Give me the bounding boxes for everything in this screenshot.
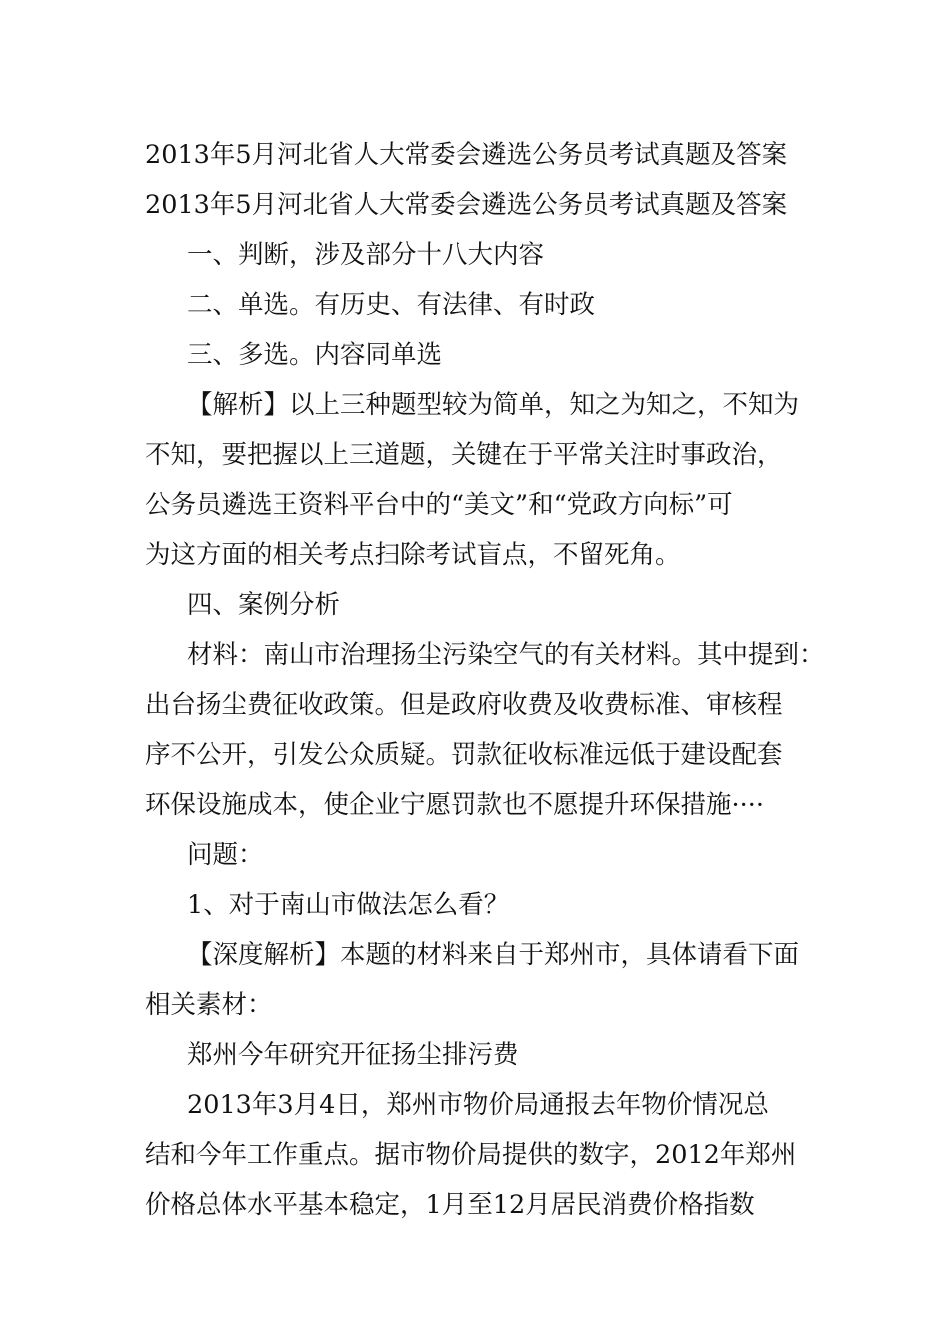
section-case-analysis: 四、案例分析 [187, 590, 341, 620]
question-item: 1、对于南山市做法怎么看？ [187, 890, 510, 920]
document-body [145, 130, 825, 1230]
analysis-paragraph-line: 不知，要把握以上三道题，关键在于平常关注时事政治， [145, 440, 783, 470]
material-paragraph-line: 材料：南山市治理扬尘污染空气的有关材料。其中提到： [187, 640, 825, 670]
news-paragraph-line: 价格总体水平基本稳定，1月至12月居民消费价格指数 [145, 1190, 755, 1220]
document-title-repeat: 2013年5月河北省人大常委会遴选公务员考试真题及答案 [145, 190, 788, 220]
section-judgement: 一、判断，涉及部分十八大内容 [187, 240, 545, 270]
analysis-paragraph-line: 为这方面的相关考点扫除考试盲点，不留死角。 [145, 540, 681, 570]
material-paragraph-line: 序不公开，引发公众质疑。罚款征收标准远低于建设配套 [145, 740, 783, 770]
subheading: 郑州今年研究开征扬尘排污费 [187, 1040, 519, 1070]
deep-analysis-paragraph-line: 【深度解析】本题的材料来自于郑州市，具体请看下面 [187, 940, 800, 970]
material-paragraph-line: 出台扬尘费征收政策。但是政府收费及收费标准、审核程 [145, 690, 783, 720]
analysis-paragraph-line: 公务员遴选王资料平台中的“美文”和“党政方向标”可 [145, 490, 733, 520]
analysis-paragraph-line: 【解析】以上三种题型较为简单，知之为知之，不知为 [187, 390, 800, 420]
deep-analysis-paragraph-line: 相关素材： [145, 990, 273, 1020]
document-title: 2013年5月河北省人大常委会遴选公务员考试真题及答案 [145, 140, 788, 170]
news-paragraph-line: 2013年3月4日，郑州市物价局通报去年物价情况总 [187, 1090, 769, 1120]
section-multiple-choice: 三、多选。内容同单选 [187, 340, 443, 370]
question-heading: 问题： [187, 840, 264, 870]
news-paragraph-line: 结和今年工作重点。据市物价局提供的数字，2012年郑州 [145, 1140, 797, 1170]
section-single-choice: 二、单选。有历史、有法律、有时政 [187, 290, 596, 320]
material-paragraph-line: 环保设施成本，使企业宁愿罚款也不愿提升环保措施···· [145, 790, 764, 820]
